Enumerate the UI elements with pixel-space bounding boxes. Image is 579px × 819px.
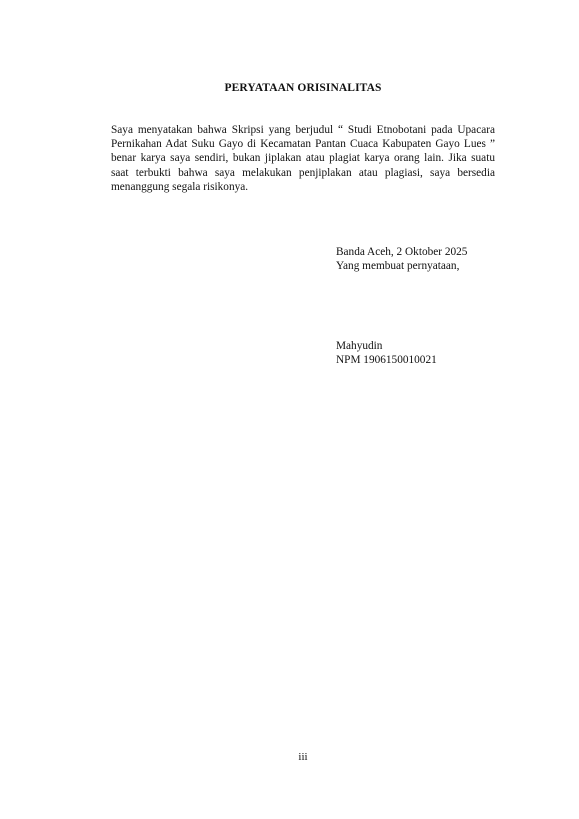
place-date: Banda Aceh, 2 Oktober 2025 [336, 246, 468, 258]
author-npm: NPM 1906150010021 [336, 354, 437, 367]
signatory-label: Yang membuat pernyataan, [336, 260, 460, 273]
page-number: iii [298, 751, 308, 763]
originality-statement: Saya menyatakan bahwa Skripsi yang berjudul “ Studi Etnobotani pada Upacara Pernikahan Adat Suku Gayo di Kecamatan Pantan Cuaca Kabupaten Gayo Lues ” benar karya saya sendiri, bukan jiplakan atau plagiat karya orang lain. Jika suatu saat terbukti bahwa saya melakukan penjiplakan atau plagiasi, saya bersedia menanggung segala risikonya. [111, 124, 495, 193]
signature-header [336, 245, 467, 273]
author-name: Mahyudin [336, 340, 383, 352]
page-title: PERYATAAN ORISINALITAS [224, 82, 382, 94]
signature-identity [336, 339, 437, 367]
